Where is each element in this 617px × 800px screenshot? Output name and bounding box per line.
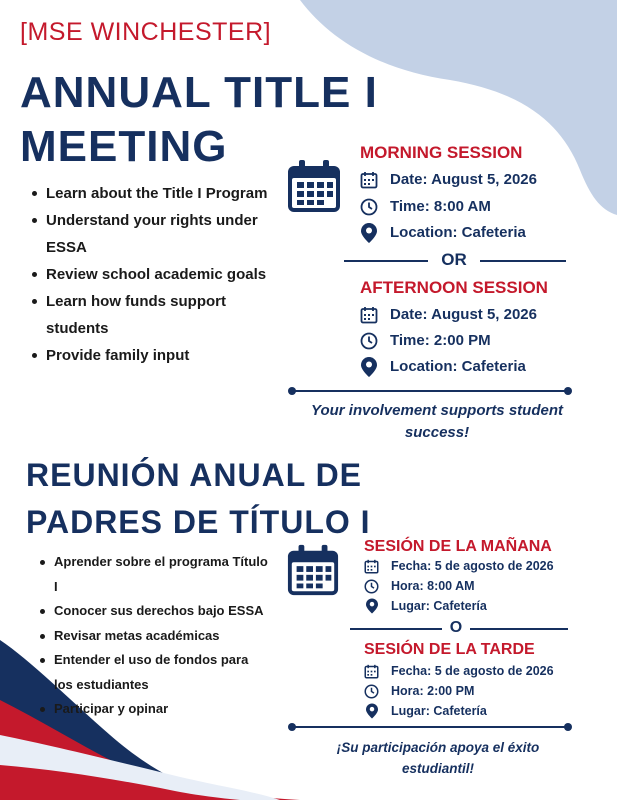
calendar-small-icon [360,306,378,324]
list-item: Entender el uso de fondos para los estudiantes [40,648,270,697]
list-item: Understand your rights under ESSA [32,207,282,261]
morning-time: Time: 8:00 AM [390,198,491,215]
afternoon-location: Location: Cafeteria [390,358,526,375]
morning-session-heading-es: SESIÓN DE LA MAÑANA [364,538,552,555]
clock-icon [364,579,379,594]
calendar-small-icon [364,664,379,679]
tagline-es: ¡Su participación apoya el éxito estudiantil! [336,740,540,776]
morning-date-es: Fecha: 5 de agosto de 2026 [391,559,554,573]
list-item: Revisar metas académicas [40,624,270,649]
divider-line [344,260,428,262]
divider-rule [288,722,572,732]
divider-rule [288,386,572,396]
list-item: Learn about the Title I Program [32,180,282,207]
list-item: Conocer sus derechos bajo ESSA [40,599,270,624]
list-item: Aprender sobre el programa Título I [40,550,270,599]
divider-line [470,628,568,630]
list-item: Participar y opinar [40,697,270,722]
morning-location: Location: Cafeteria [390,224,526,241]
location-pin-icon [361,357,377,377]
location-pin-icon [366,598,378,614]
clock-icon [360,198,378,216]
afternoon-date: Date: August 5, 2026 [390,306,537,323]
clock-icon [364,684,379,699]
afternoon-location-es: Lugar: Cafetería [391,704,487,718]
location-pin-icon [366,703,378,719]
morning-location-es: Lugar: Cafetería [391,599,487,613]
tagline: Your involvement supports student success! [311,402,563,441]
afternoon-session-heading-es: SESIÓN DE LA TARDE [364,641,535,658]
english-bullet-list [32,180,282,369]
morning-session-heading: MORNING SESSION [360,143,523,162]
divider-line [350,628,442,630]
list-item: Review school academic goals [32,261,282,288]
list-item: Learn how funds support students [32,288,282,342]
spanish-title: REUNIÓN ANUAL DE PADRES DE TÍTULO I [26,457,371,540]
afternoon-time: Time: 2:00 PM [390,332,491,349]
calendar-small-icon [360,171,378,189]
list-item: Provide family input [32,342,282,369]
page-title: ANNUAL TITLE I MEETING [20,68,378,171]
afternoon-date-es: Fecha: 5 de agosto de 2026 [391,664,554,678]
calendar-icon [286,158,342,214]
afternoon-time-es: Hora: 2:00 PM [391,684,475,698]
afternoon-session-heading: AFTERNOON SESSION [360,278,548,297]
clock-icon [360,332,378,350]
morning-time-es: Hora: 8:00 AM [391,579,475,593]
spanish-bullet-list [40,550,270,722]
morning-date: Date: August 5, 2026 [390,171,537,188]
calendar-small-icon [364,559,379,574]
divider-line [480,260,566,262]
school-name: [MSE WINCHESTER] [20,18,272,46]
calendar-icon [286,543,340,597]
location-pin-icon [361,223,377,243]
or-separator-es: O [449,619,463,636]
or-separator: OR [441,250,467,269]
